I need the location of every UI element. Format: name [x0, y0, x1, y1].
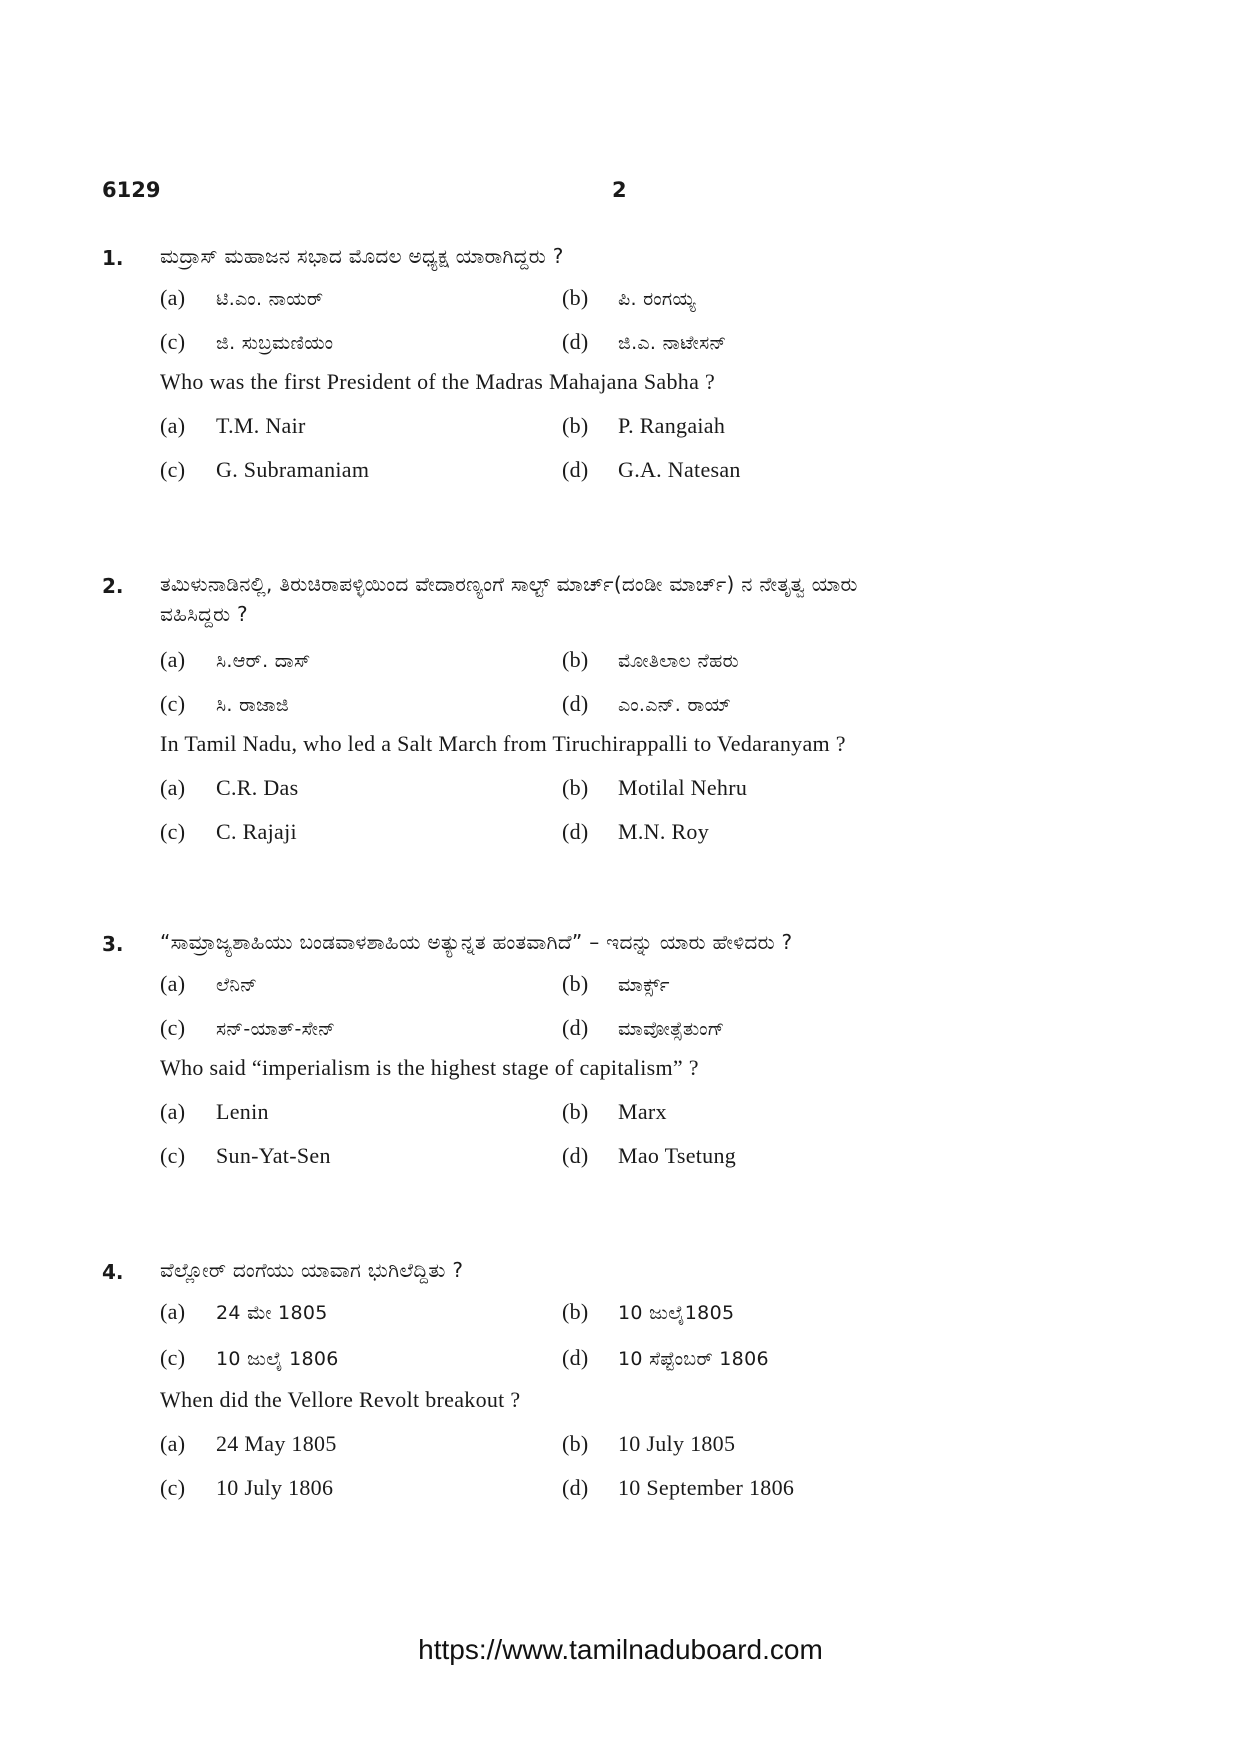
question-number: 2.	[102, 574, 124, 598]
option-row	[160, 816, 1142, 848]
footer-url-link[interactable]: https://www.tamilnaduboard.com	[418, 1634, 823, 1665]
option-c: (c) C. Rajaji	[160, 819, 297, 844]
page-header	[102, 178, 1142, 208]
option-c: (c) ಜಿ. ಸುಬ್ರಮಣಿಯಂ	[160, 329, 334, 354]
question-text-kannada: ಮದ್ರಾಸ್ ಮಹಾಜನ ಸಭಾದ ಮೊದಲ ಅಧ್ಯಕ್ಷ ಯಾರಾಗಿದ್ದರು ?	[160, 244, 564, 268]
option-a: (a) T.M. Nair	[160, 413, 306, 438]
question-text-kannada: “ಸಾಮ್ರಾಜ್ಯಶಾಹಿಯು ಬಂಡವಾಳಶಾಹಿಯ ಅತ್ಯುನ್ನತ ಹಂತವಾಗಿದೆ” – ಇದನ್ನು ಯಾರು ಹೇಳಿದರು ?	[160, 930, 793, 954]
option-row	[160, 1296, 1142, 1328]
option-row	[160, 1096, 1142, 1128]
question-text-kannada-line-1: ತಮಿಳುನಾಡಿನಲ್ಲಿ, ತಿರುಚಿರಾಪಳ್ಳಿಯಿಂದ ವೇದಾರಣ್ಯಂಗೆ ಸಾಲ್ಟ್ ಮಾರ್ಚ್(ದಂಡೀ ಮಾರ್ಚ್) ನ ನೇತೃತ್ವ ಯಾರು	[160, 572, 858, 596]
option-b: (b) 10 July 1805	[562, 1431, 736, 1456]
option-b: (b) ಮಾರ್ಕ್ಸ್	[562, 971, 670, 996]
option-d: (d) ಎಂ.ಎನ್. ರಾಯ್	[562, 691, 732, 716]
option-row	[160, 1472, 1142, 1504]
option-row	[160, 1342, 1142, 1374]
option-c: (c) ಸನ್-ಯಾತ್-ಸೇನ್	[160, 1015, 336, 1040]
option-row	[160, 688, 1142, 720]
option-c: (c) ಸಿ. ರಾಜಾಜಿ	[160, 691, 289, 716]
option-b: (b) ಮೋತಿಲಾಲ ನೆಹರು	[562, 647, 739, 672]
page-number: 2	[612, 178, 627, 202]
option-b: (b) P. Rangaiah	[562, 413, 726, 438]
paper-code: 6129	[102, 178, 161, 202]
question-text-kannada: ವೆಲ್ಲೋರ್ ದಂಗೆಯು ಯಾವಾಗ ಭುಗಿಲೆದ್ದಿತು ?	[160, 1258, 464, 1282]
option-row	[160, 454, 1142, 486]
question-number: 3.	[102, 932, 124, 956]
option-row	[160, 410, 1142, 442]
option-a: (a) ಸಿ.ಆರ್. ದಾಸ್	[160, 647, 311, 672]
option-row	[160, 282, 1142, 314]
option-d: (d) Mao Tsetung	[562, 1143, 737, 1168]
option-a: (a) 24 ಮೇ 1805	[160, 1299, 328, 1324]
option-d: (d) 10 ಸೆಪ್ಟೆಂಬರ್ 1806	[562, 1345, 769, 1370]
option-d: (d) G.A. Natesan	[562, 457, 741, 482]
option-a: (a) ಟಿ.ಎಂ. ನಾಯರ್	[160, 285, 324, 310]
question-text-kannada-line-2: ವಹಿಸಿದ್ದರು ?	[160, 602, 248, 626]
option-c: (c) G. Subramaniam	[160, 457, 370, 482]
question-number: 4.	[102, 1260, 124, 1284]
option-row	[160, 326, 1142, 358]
option-row	[160, 1140, 1142, 1172]
option-a: (a) 24 May 1805	[160, 1431, 337, 1456]
option-b: (b) 10 ಜುಲೈ1805	[562, 1299, 735, 1324]
option-c: (c) Sun-Yat-Sen	[160, 1143, 331, 1168]
option-b: (b) ಪಿ. ರಂಗಯ್ಯ	[562, 285, 696, 310]
option-a: (a) Lenin	[160, 1099, 269, 1124]
option-a: (a) C.R. Das	[160, 775, 299, 800]
option-d: (d) ಮಾವೋತ್ಸೆತುಂಗ್	[562, 1015, 725, 1040]
question-text-english: Who said “imperialism is the highest stage of capitalism” ?	[160, 1055, 699, 1080]
option-a: (a) ಲೆನಿನ್	[160, 971, 258, 996]
option-b: (b) Motilal Nehru	[562, 775, 748, 800]
question-text-english: When did the Vellore Revolt breakout ?	[160, 1387, 521, 1412]
option-b: (b) Marx	[562, 1099, 667, 1124]
option-c: (c) 10 ಜುಲೈ 1806	[160, 1345, 339, 1370]
option-row	[160, 968, 1142, 1000]
option-d: (d) ಜಿ.ಎ. ನಾಟೇಸನ್	[562, 329, 727, 354]
option-row	[160, 772, 1142, 804]
question-number: 1.	[102, 246, 124, 270]
option-row	[160, 644, 1142, 676]
option-d: (d) M.N. Roy	[562, 819, 710, 844]
option-row	[160, 1428, 1142, 1460]
option-d: (d) 10 September 1806	[562, 1475, 795, 1500]
option-row	[160, 1012, 1142, 1044]
question-text-english: Who was the first President of the Madras Mahajana Sabha ?	[160, 369, 716, 394]
option-c: (c) 10 July 1806	[160, 1475, 334, 1500]
question-text-english: In Tamil Nadu, who led a Salt March from Tiruchirappalli to Vedaranyam ?	[160, 731, 846, 756]
